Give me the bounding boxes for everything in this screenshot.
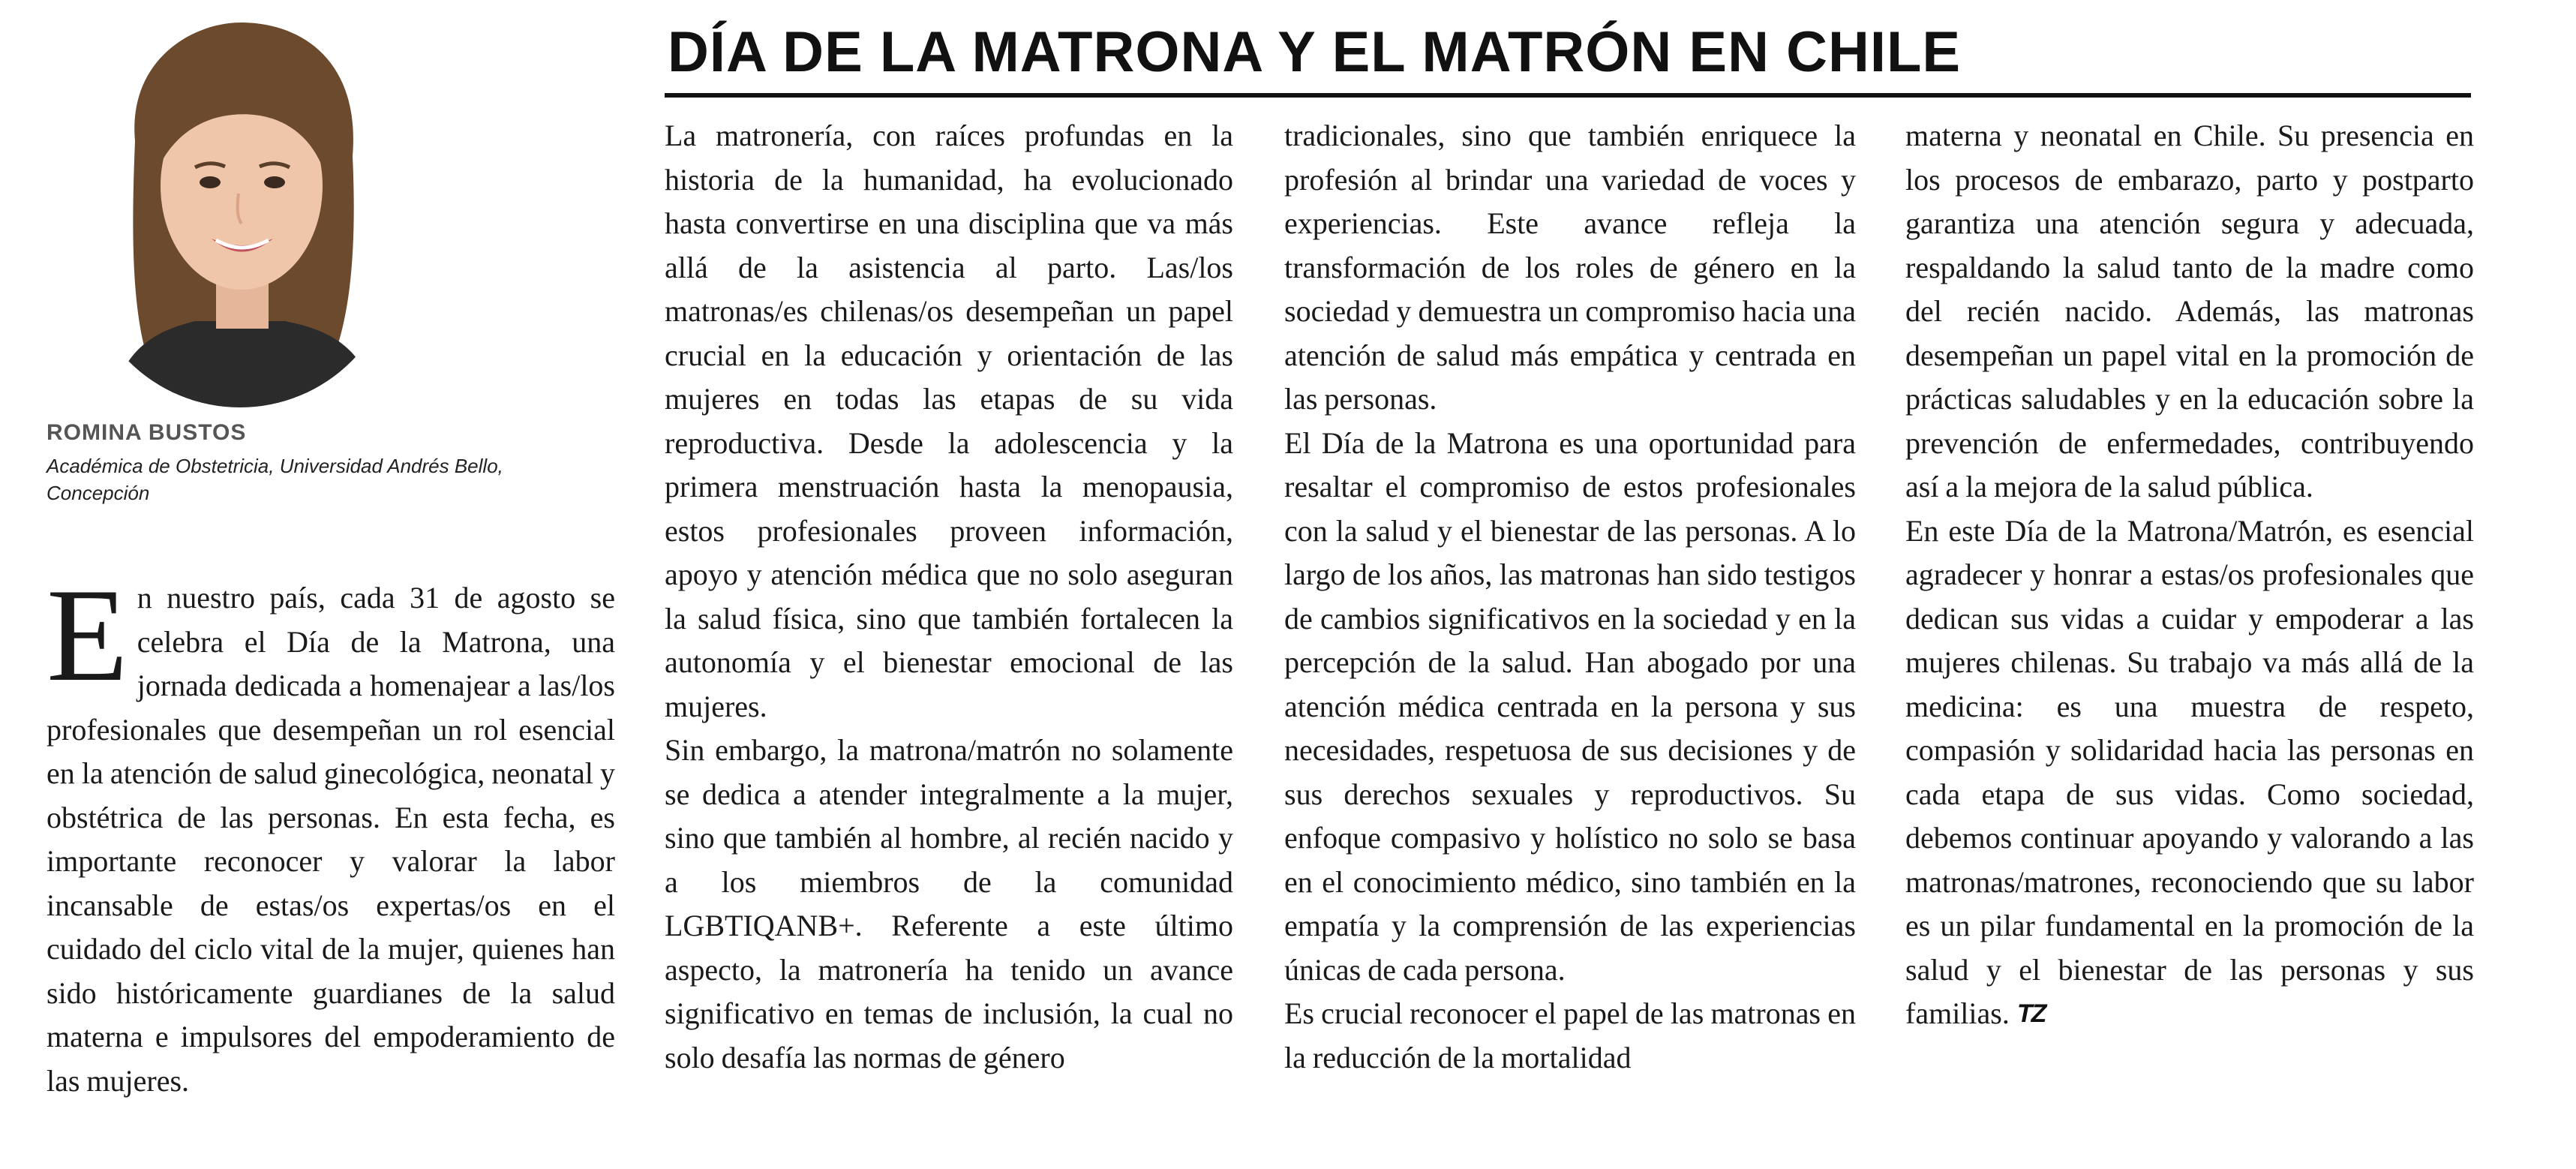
article-column-1: [47, 560, 615, 1103]
article-headline: DÍA DE LA MATRONA Y EL MATRÓN EN CHILE: [668, 20, 1962, 84]
paragraph-inclusion-start: Sin embargo, la matrona/matrón no solamente se dedica a atender integralmente a la mujer, sino que también al hombre, al recién nacido y a los miembros de la comunidad LGBTIQANB+. Referente a este último aspecto, la matronería ha tenido un avance significativo en temas de inclusión, la cual no solo desafía las normas de género: [665, 733, 1233, 1074]
drop-cap: E: [47, 560, 128, 709]
headline-rule: [665, 93, 2471, 98]
author-photo: [83, 14, 398, 407]
author-name: ROMINA BUSTOS: [47, 420, 247, 445]
paragraph-closing: [1905, 509, 2474, 1036]
paragraph-commitment: El Día de la Matrona es una oportunidad para resaltar el compromiso de estos profesionales con la salud y el bienestar de las personas. A lo largo de los años, las matronas han sido testigos de cambios significativos en la sociedad y en la percepción de la salud. Han abogado por una atención médica centrada en la persona y sus necesidades, respetuosa de sus decisiones y de sus derechos sexuales y reproductivos. Su enfoque compasivo y holístico no solo se basa en el conocimiento médico, sino también en la empatía y la comprensión de las experiencias únicas de cada persona.: [1284, 425, 1856, 987]
paragraph-mortality-end: materna y neonatal en Chile. Su presencia en los procesos de embarazo, parto y postparto garantiza una atención segura y adecuada, respaldando la salud tanto de la madre como del recién nacido. Además, las matronas desempeñan un papel vital en la promoción de prácticas saludables y en la educación sobre la prevención de enfermedades, contribuyendo así a la mejora de la salud pública.: [1905, 119, 2474, 503]
paragraph-closing-text: En este Día de la Matrona/Matrón, es esencial agradecer y honrar a estas/os profesionales que dedican sus vidas a cuidar y empoderar a las mujeres chilenas. Su trabajo va más allá de la medicina: es una muestra de respeto, compasión y solidaridad hacia las personas en cada etapa de sus vidas. Como sociedad, debemos continuar apoyando y valorando a las matronas/matrones, reconociendo que su labor es un pilar fundamental en la promoción de la salud y el bienestar de las personas y sus familias.: [1905, 513, 2474, 1030]
article-column-4: [1905, 114, 2474, 1036]
author-role: Académica de Obstetricia, Universidad Andrés Bello, Concepción: [47, 455, 503, 504]
paragraph-inclusion-end: tradicionales, sino que también enriquece la profesión al brindar una variedad de voces y experiencias. Este avance refleja la transformación de los roles de género en la sociedad y demuestra un compromiso hacia una atención de salud más empática y centrada en las personas.: [1284, 119, 1856, 416]
paragraph-history: La matronería, con raíces profundas en la historia de la humanidad, ha evolucionado hasta convertirse en una disciplina que va más allá de la asistencia al parto. Las/los matronas/es chilenas/os desempeñan un papel crucial en la educación y orientación de las mujeres en todas las etapas de su vida reproductiva. Desde la adolescencia y la primera menstruación hasta la menopausia, estos profesionales proveen información, apoyo y atención médica que no solo aseguran la salud física, sino que también fortalecen la autonomía y el bienestar emocional de las mujeres.: [665, 119, 1233, 723]
paragraph-intro: [47, 560, 615, 1103]
author-portrait-illustration: [83, 14, 398, 407]
paragraph-mortality-start: Es crucial reconocer el papel de las matronas en la reducción de la mortalidad: [1284, 996, 1856, 1074]
end-mark-logo: TZ: [2016, 999, 2046, 1028]
article-column-2: [665, 114, 1233, 1080]
article-column-3: [1284, 114, 1856, 1080]
paragraph-intro-text: n nuestro país, cada 31 de agosto se celebra el Día de la Matrona, una jornada dedicada a homenajear a las/los profesionales que desempeñan un rol esencial en la atención de salud ginecológica, neonatal y obstétrica de las personas. En esta fecha, es importante reconocer y valorar la labor incansable de estas/os expertas/os en el cuidado del ciclo vital de la mujer, quienes han sido históricamente guardianes de la salud materna e impulsores del empoderamiento de las mujeres.: [47, 581, 615, 1098]
